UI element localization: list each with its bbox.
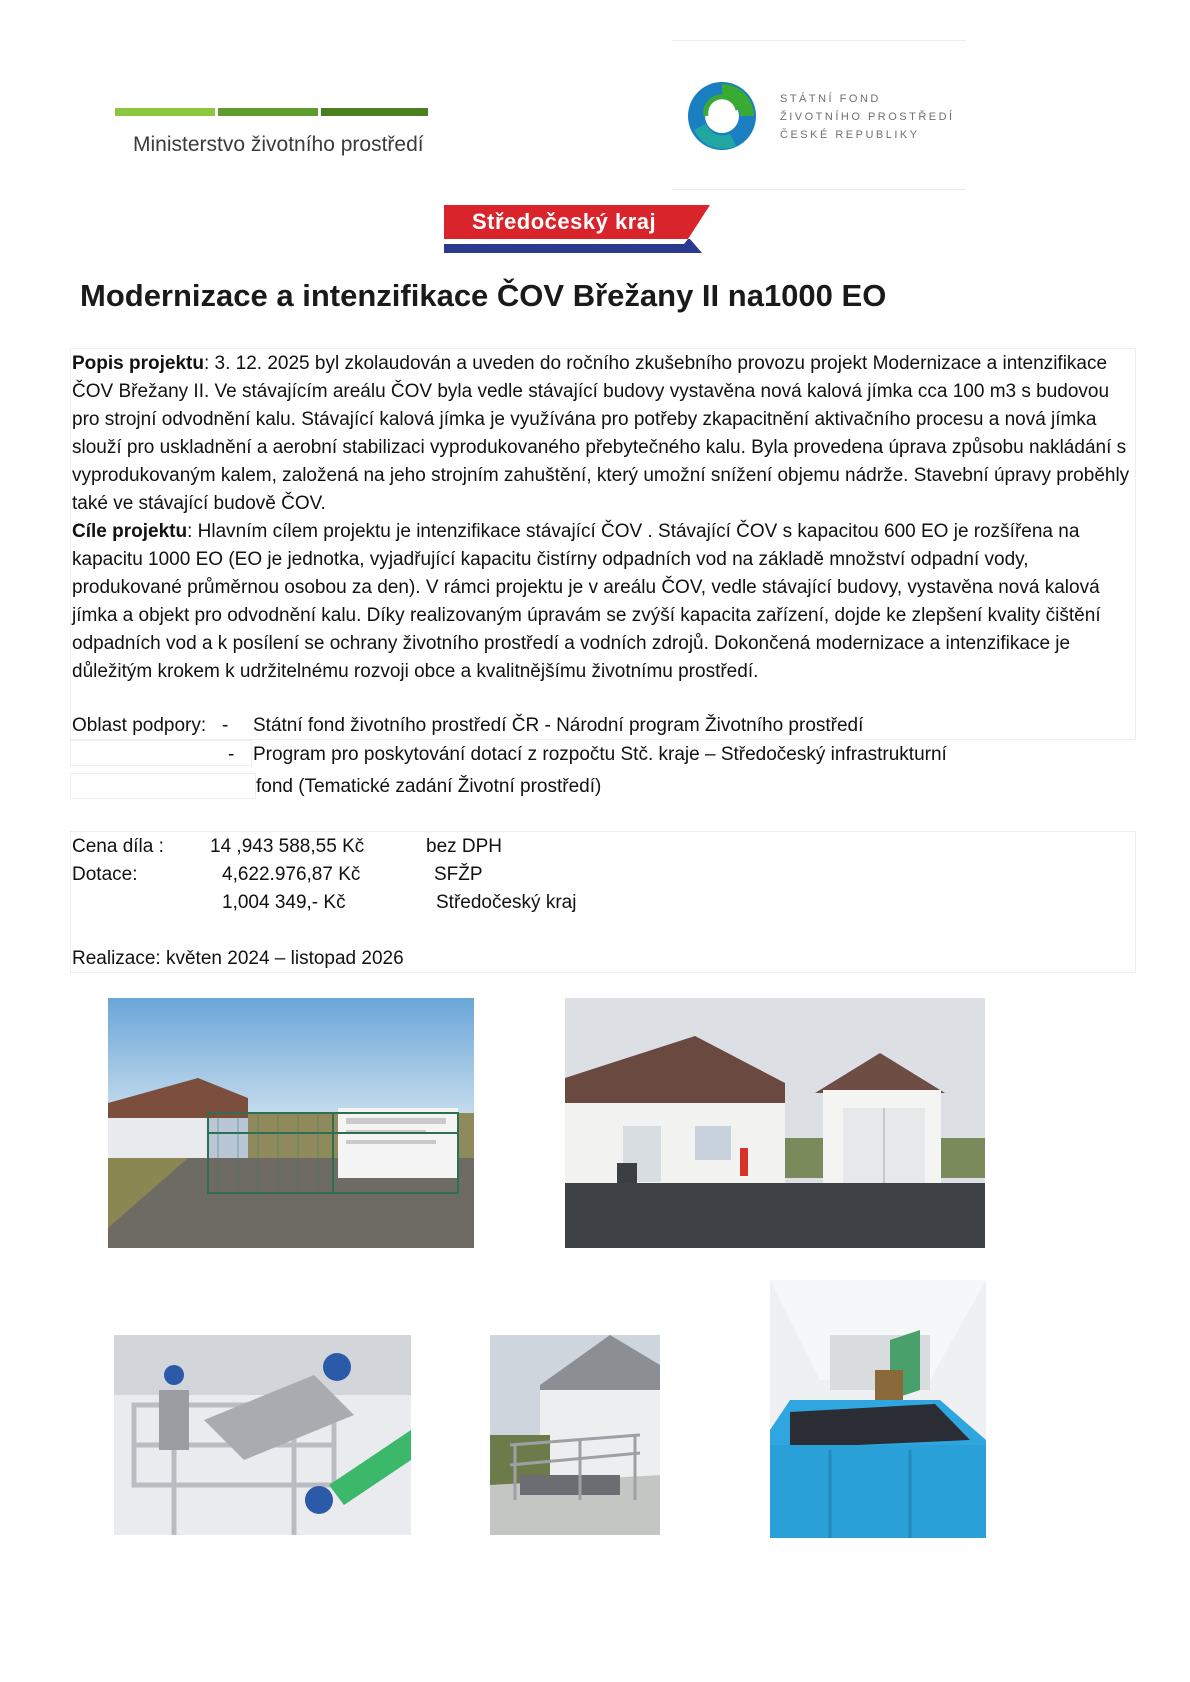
photo-sludge-container [770, 1280, 986, 1538]
ministry-name: Ministerstvo životního prostředí [133, 133, 424, 156]
subsidy-label: Dotace: [72, 864, 138, 885]
subsidy-value-region: 1,004 349,- Kč [222, 892, 346, 913]
page-title: Modernizace a intenzifikace ČOV Břežany II na1000 EO [80, 278, 887, 313]
project-goals [72, 518, 1132, 686]
price-note: bez DPH [426, 836, 503, 857]
subsidy-source-region: Středočeský kraj [436, 892, 577, 913]
region-logo [444, 205, 710, 253]
goals-label: Cíle projektu [72, 521, 188, 542]
support-label: Oblast podpory: [72, 715, 207, 736]
price-value: 14 ,943 588,55 Kč [210, 836, 365, 857]
photo-platform [490, 1335, 660, 1535]
support-frame-2 [70, 773, 256, 799]
project-description [72, 350, 1132, 518]
subsidy-source-sfzp: SFŽP [434, 864, 483, 885]
photo-gate [108, 998, 474, 1248]
support-item-1: Státní fond životního prostředí ČR - Národní program Životního prostředí [253, 715, 864, 736]
support-dash-1: - [222, 715, 229, 736]
photo-buildings [565, 998, 985, 1248]
realization-dates: Realizace: květen 2024 – listopad 2026 [72, 948, 404, 969]
subsidy-value-sfzp: 4,622.976,87 Kč [222, 864, 361, 885]
photo-machinery [114, 1335, 411, 1535]
support-frame-1 [70, 740, 252, 766]
ministry-logo [115, 108, 435, 168]
sfzp-logo [672, 40, 966, 190]
sfzp-name: STÁTNÍ FOND ŽIVOTNÍHO PROSTŘEDÍ ČESKÉ REPUBLIKY [780, 93, 955, 141]
price-label: Cena díla : [72, 836, 164, 857]
sfzp-emblem-icon [686, 80, 758, 152]
support-dash-2: - [228, 744, 235, 765]
goals-text: : Hlavním cílem projektu je intenzifikace stávající ČOV . Stávající ČOV s kapacitou 600 EO je rozšířena na kapacitu 1000 EO (EO je jednotka, vyjadřující kapacitu čistírny odpadních vod na základě množství odpadní vody, produkované průměrnou osobou za den). V rámci projektu je v areálu ČOV, vedle stávající budovy, vystavěna nová kalová jímka a objekt pro odvodnění kalu. Díky realizovaným úpravám se zvýší kapacita zařízení, dojde ke zlepšení kvality čištění odpadních vod a k posílení se ochrany životního prostředí a vodních zdrojů. Dokončená modernizace a intenzifikace je důležitým krokem k udržitelnému rozvoji obce a kvalitnějšímu životnímu prostředí. [72, 521, 1101, 682]
support-item-2-line-2: fond (Tematické zadání Životní prostředí) [256, 776, 602, 797]
description-label: Popis projektu [72, 353, 204, 374]
description-text: : 3. 12. 2025 byl zkolaudován a uveden do ročního zkušebního provozu projekt Modernizace a intenzifikace ČOV Břežany II. Ve stávajícím areálu ČOV byla vedle stávající budovy vystavěna nová kalová jímka cca 100 m3 s budovou pro strojní odvodnění kalu. Stávající kalová jímka je využívána pro potřeby zkapacitnění aktivačního procesu a nová jímka slouží pro uskladnění a aerobní stabilizaci vyprodukovaného přebytečného kalu. Byla provedena úprava způsobu nakládání s vyprodukovaným kalem, založená na jeho strojním zahuštění, který umožní snížení objemu nádrže. Stavební úpravy proběhly také ve stávající budově ČOV. [72, 353, 1130, 514]
region-name: Středočeský kraj [472, 209, 657, 234]
support-item-2-line-1: Program pro poskytování dotací z rozpočtu Stč. kraje – Středočeský infrastrukturní [253, 744, 947, 765]
